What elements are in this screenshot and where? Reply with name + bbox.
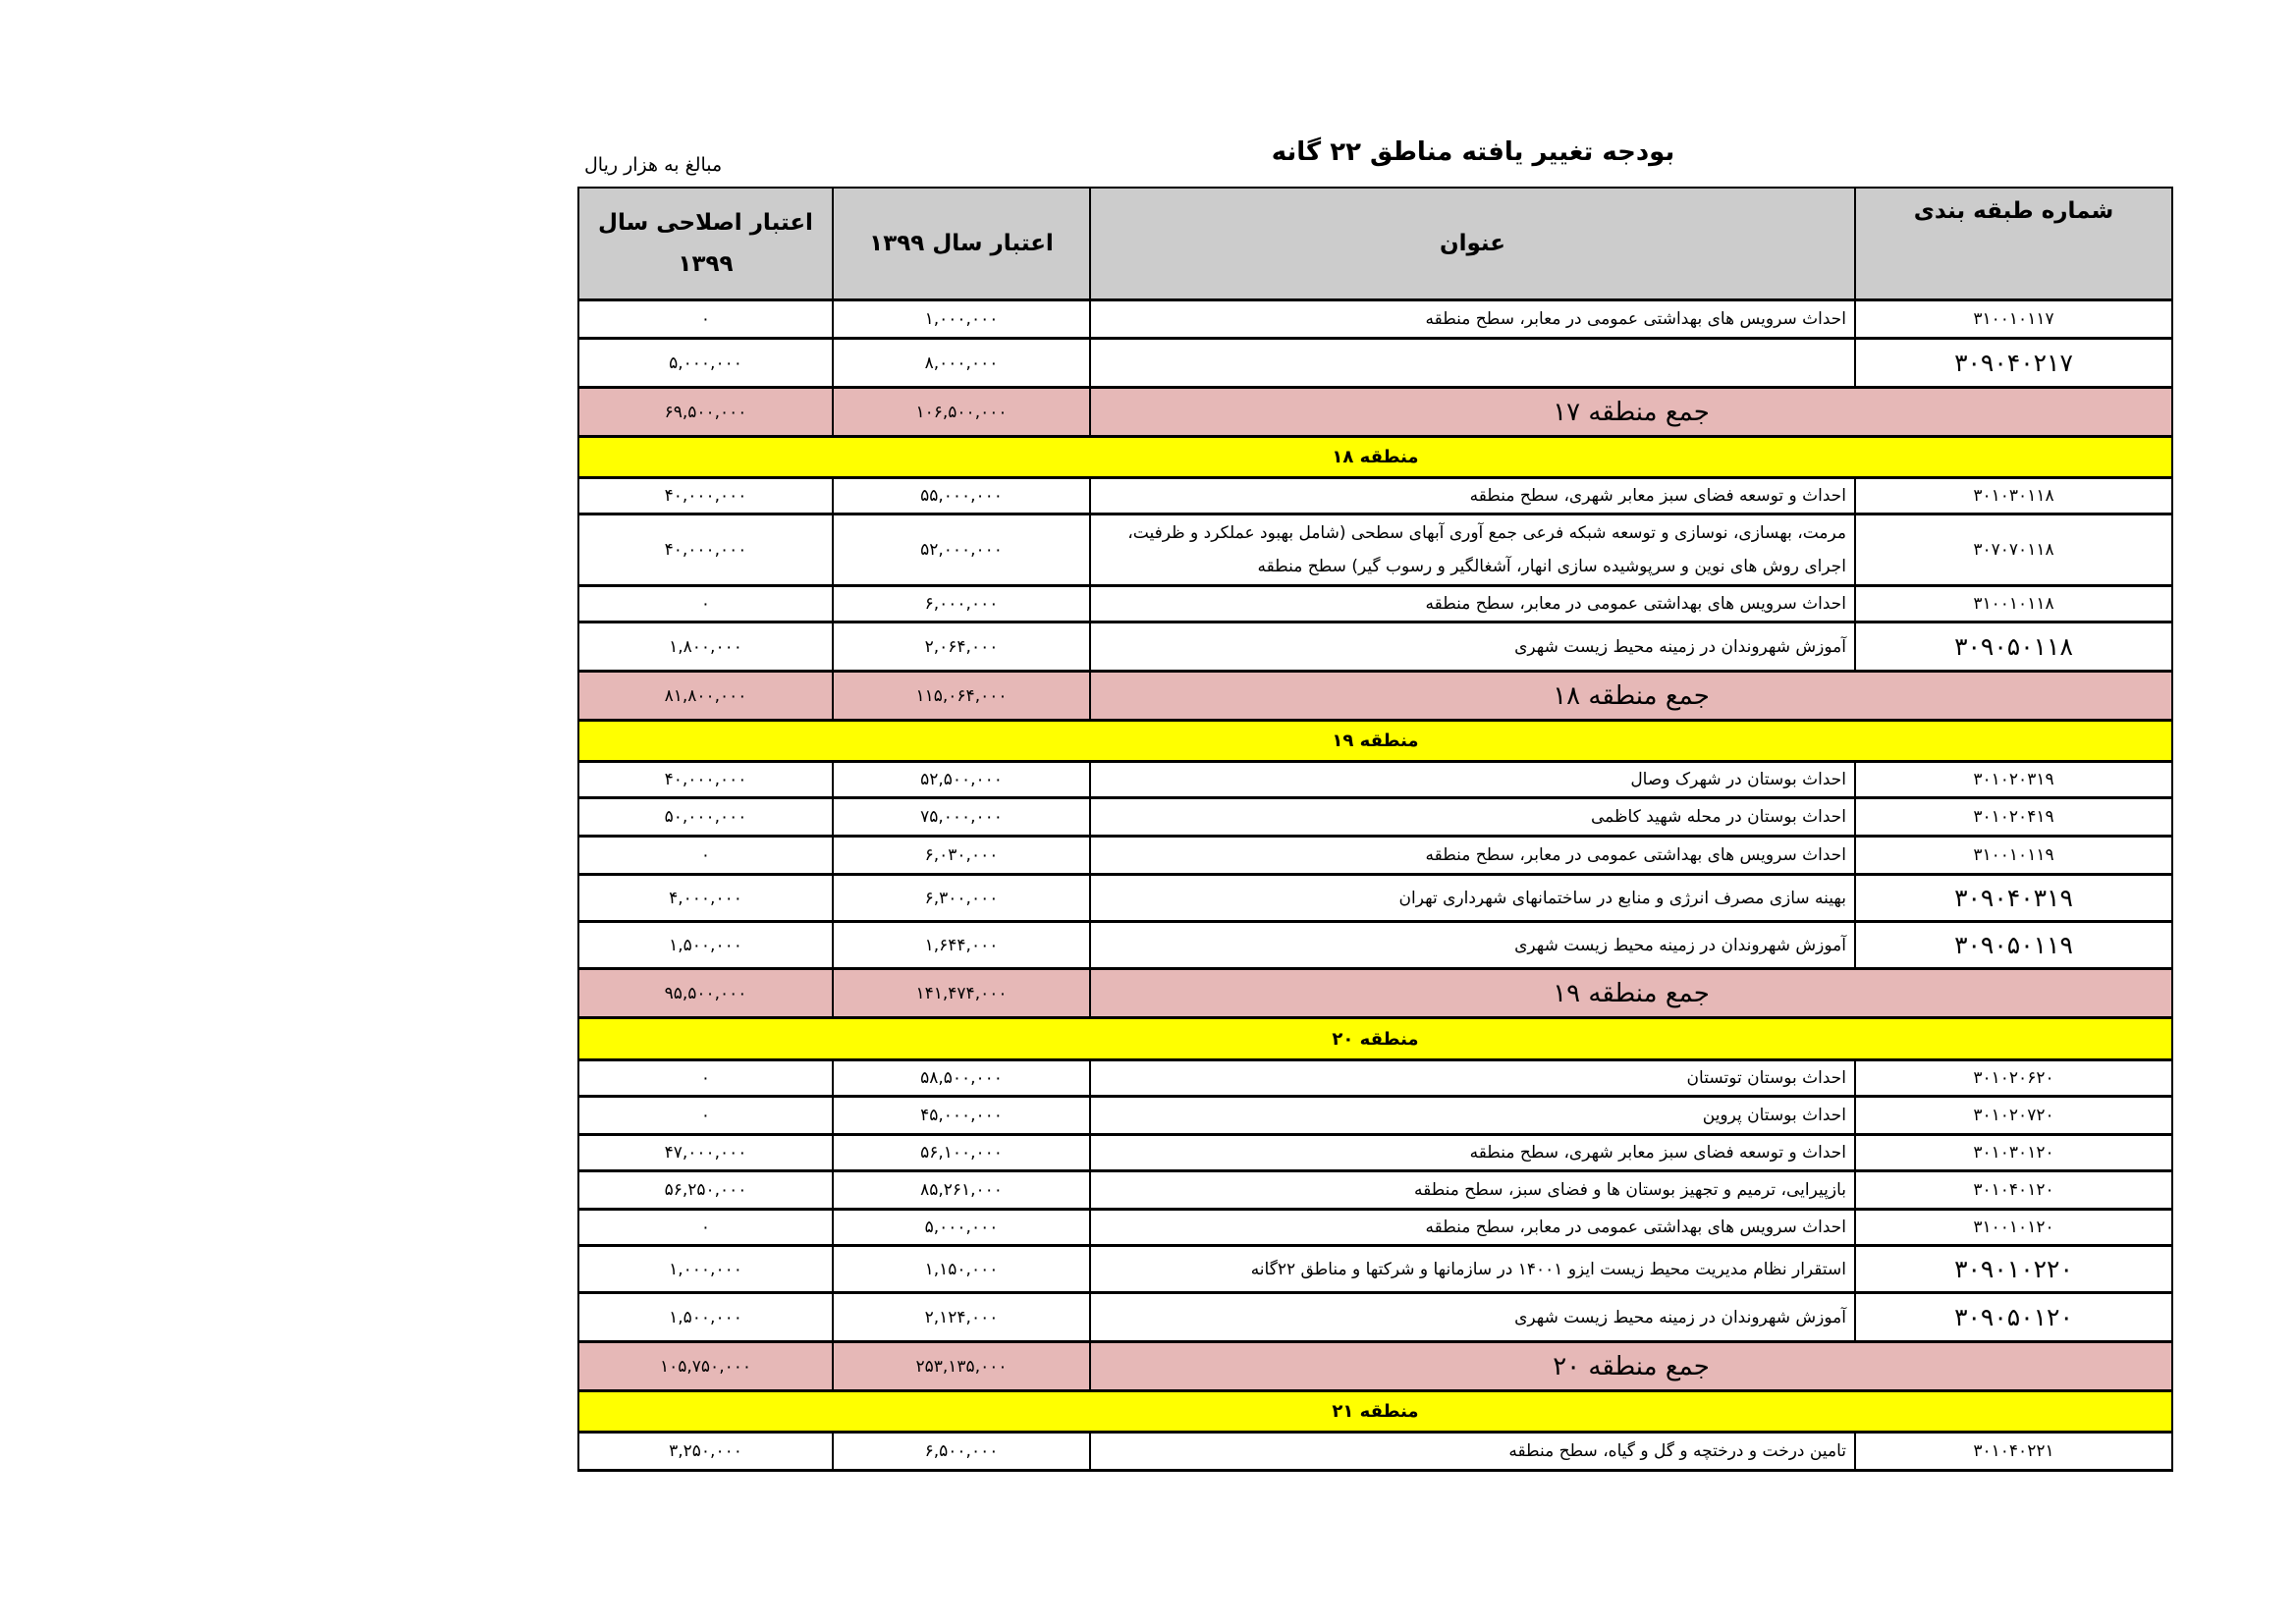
classification-code: ۳۱۰۰۱۰۱۱۸	[1855, 586, 2172, 623]
section-header-row	[578, 1391, 2172, 1433]
total-budget: ۲۵۳,۱۳۵,۰۰۰	[833, 1342, 1090, 1391]
item-title: احداث و توسعه فضای سبز معابر شهری، سطح منطقه	[1090, 478, 1855, 514]
item-title: احداث سرویس های بهداشتی عمومی در معابر، سطح منطقه	[1090, 1210, 1855, 1246]
column-header-budget: اعتبار سال ۱۳۹۹	[833, 188, 1090, 300]
classification-code: ۳۰۹۰۵۰۱۱۸	[1855, 623, 2172, 672]
total-budget: ۱۴۱,۴۷۴,۰۰۰	[833, 969, 1090, 1018]
table-row	[578, 1171, 2172, 1210]
total-label: جمع منطقه ۱۹	[1090, 969, 2172, 1018]
table-header-row	[578, 188, 2172, 300]
table-row	[578, 1060, 2172, 1097]
classification-code: ۳۰۹۰۱۰۲۲۰	[1855, 1246, 2172, 1293]
item-title: آموزش شهروندان در زمینه محیط زیست شهری	[1090, 1293, 1855, 1342]
revised-value: ۵۰,۰۰۰,۰۰۰	[578, 798, 833, 837]
total-label: جمع منطقه ۲۰	[1090, 1342, 2172, 1391]
budget-value: ۲,۱۲۴,۰۰۰	[833, 1293, 1090, 1342]
classification-code: ۳۰۹۰۵۰۱۱۹	[1855, 922, 2172, 969]
column-header-code: شماره طبقه بندی	[1855, 188, 2172, 300]
item-title: آموزش شهروندان در زمینه محیط زیست شهری	[1090, 922, 1855, 969]
section-title: منطقه ۱۸	[578, 437, 2172, 478]
revised-value: ۰	[578, 300, 833, 339]
revised-value: ۴۰,۰۰۰,۰۰۰	[578, 514, 833, 586]
revised-value: ۱,۵۰۰,۰۰۰	[578, 922, 833, 969]
revised-value: ۵۶,۲۵۰,۰۰۰	[578, 1171, 833, 1210]
classification-code: ۳۰۹۰۴۰۳۱۹	[1855, 875, 2172, 922]
classification-code: ۳۰۷۰۷۰۱۱۸	[1855, 514, 2172, 586]
budget-value: ۵۵,۰۰۰,۰۰۰	[833, 478, 1090, 514]
total-row	[578, 969, 2172, 1018]
section-header-row	[578, 721, 2172, 762]
budget-value: ۸,۰۰۰,۰۰۰	[833, 339, 1090, 388]
classification-code: ۳۰۱۰۳۰۱۱۸	[1855, 478, 2172, 514]
unit-note: مبالغ به هزار ریال	[584, 154, 723, 176]
budget-value: ۱,۱۵۰,۰۰۰	[833, 1246, 1090, 1293]
table-row	[578, 623, 2172, 672]
budget-value: ۶,۰۰۰,۰۰۰	[833, 586, 1090, 623]
total-row	[578, 672, 2172, 721]
revised-value: ۴۷,۰۰۰,۰۰۰	[578, 1135, 833, 1171]
revised-value: ۴۰,۰۰۰,۰۰۰	[578, 762, 833, 798]
section-title: منطقه ۱۹	[578, 721, 2172, 762]
budget-value: ۱,۰۰۰,۰۰۰	[833, 300, 1090, 339]
table-row	[578, 1293, 2172, 1342]
revised-value: ۳,۲۵۰,۰۰۰	[578, 1433, 833, 1471]
table-row	[578, 339, 2172, 388]
classification-code: ۳۰۱۰۲۰۷۲۰	[1855, 1097, 2172, 1135]
table-row	[578, 300, 2172, 339]
classification-code: ۳۰۱۰۲۰۶۲۰	[1855, 1060, 2172, 1097]
budget-value: ۵۲,۵۰۰,۰۰۰	[833, 762, 1090, 798]
item-title: احداث بوستان در شهرک وصال	[1090, 762, 1855, 798]
table-row	[578, 1433, 2172, 1471]
item-title: احداث و توسعه فضای سبز معابر شهری، سطح منطقه	[1090, 1135, 1855, 1171]
column-header-revised: اعتبار اصلاحی سال ۱۳۹۹	[578, 188, 833, 300]
revised-value: ۰	[578, 586, 833, 623]
table-row	[578, 762, 2172, 798]
table-row	[578, 1246, 2172, 1293]
total-revised: ۱۰۵,۷۵۰,۰۰۰	[578, 1342, 833, 1391]
table-row	[578, 514, 2172, 586]
item-title: مرمت، بهسازی، نوسازی و توسعه شبکه فرعی جمع آوری آبهای سطحی (شامل بهبود عملکرد و ظرفیت، اجرای روش های نوین و سرپوشیده سازی انهار، آشغالگیر و رسوب گیر) سطح منطقه	[1090, 514, 1855, 586]
item-title: احداث بوستان توتستان	[1090, 1060, 1855, 1097]
budget-value: ۵۲,۰۰۰,۰۰۰	[833, 514, 1090, 586]
budget-value: ۶,۳۰۰,۰۰۰	[833, 875, 1090, 922]
section-header-row	[578, 1018, 2172, 1060]
budget-value: ۱,۶۴۴,۰۰۰	[833, 922, 1090, 969]
revised-value: ۴,۰۰۰,۰۰۰	[578, 875, 833, 922]
budget-table	[577, 187, 2173, 1472]
revised-value: ۱,۸۰۰,۰۰۰	[578, 623, 833, 672]
total-row	[578, 1342, 2172, 1391]
item-title	[1090, 339, 1855, 388]
revised-value: ۰	[578, 1210, 833, 1246]
budget-value: ۵,۰۰۰,۰۰۰	[833, 1210, 1090, 1246]
classification-code: ۳۱۰۰۱۰۱۲۰	[1855, 1210, 2172, 1246]
total-revised: ۹۵,۵۰۰,۰۰۰	[578, 969, 833, 1018]
total-revised: ۶۹,۵۰۰,۰۰۰	[578, 388, 833, 437]
section-title: منطقه ۲۰	[578, 1018, 2172, 1060]
budget-value: ۷۵,۰۰۰,۰۰۰	[833, 798, 1090, 837]
table-row	[578, 837, 2172, 875]
total-budget: ۱۱۵,۰۶۴,۰۰۰	[833, 672, 1090, 721]
table-row	[578, 586, 2172, 623]
item-title: بهینه سازی مصرف انرژی و منابع در ساختمانهای شهرداری تهران	[1090, 875, 1855, 922]
budget-value: ۶,۵۰۰,۰۰۰	[833, 1433, 1090, 1471]
table-row	[578, 478, 2172, 514]
budget-value: ۲,۰۶۴,۰۰۰	[833, 623, 1090, 672]
document-title: بودجه تغییر یافته مناطق ۲۲ گانه	[1271, 137, 1675, 167]
total-label: جمع منطقه ۱۸	[1090, 672, 2172, 721]
revised-value: ۱,۵۰۰,۰۰۰	[578, 1293, 833, 1342]
budget-value: ۵۸,۵۰۰,۰۰۰	[833, 1060, 1090, 1097]
budget-value: ۵۶,۱۰۰,۰۰۰	[833, 1135, 1090, 1171]
classification-code: ۳۱۰۰۱۰۱۱۹	[1855, 837, 2172, 875]
column-header-title: عنوان	[1090, 188, 1855, 300]
classification-code: ۳۰۱۰۴۰۲۲۱	[1855, 1433, 2172, 1471]
item-title: بازپیرایی، ترمیم و تجهیز بوستان ها و فضای سبز، سطح منطقه	[1090, 1171, 1855, 1210]
budget-value: ۴۵,۰۰۰,۰۰۰	[833, 1097, 1090, 1135]
classification-code: ۳۰۹۰۴۰۲۱۷	[1855, 339, 2172, 388]
budget-value: ۶,۰۳۰,۰۰۰	[833, 837, 1090, 875]
revised-value: ۵,۰۰۰,۰۰۰	[578, 339, 833, 388]
section-header-row	[578, 437, 2172, 478]
table-row	[578, 1097, 2172, 1135]
total-revised: ۸۱,۸۰۰,۰۰۰	[578, 672, 833, 721]
item-title: آموزش شهروندان در زمینه محیط زیست شهری	[1090, 623, 1855, 672]
classification-code: ۳۰۱۰۲۰۳۱۹	[1855, 762, 2172, 798]
item-title: احداث بوستان پروین	[1090, 1097, 1855, 1135]
section-title: منطقه ۲۱	[578, 1391, 2172, 1433]
item-title: احداث بوستان در محله شهید کاظمی	[1090, 798, 1855, 837]
classification-code: ۳۰۹۰۵۰۱۲۰	[1855, 1293, 2172, 1342]
revised-value: ۴۰,۰۰۰,۰۰۰	[578, 478, 833, 514]
item-title: احداث سرویس های بهداشتی عمومی در معابر، سطح منطقه	[1090, 586, 1855, 623]
total-row	[578, 388, 2172, 437]
table-row	[578, 1135, 2172, 1171]
classification-code: ۳۰۱۰۴۰۱۲۰	[1855, 1171, 2172, 1210]
item-title: تامین درخت و درختچه و گل و گیاه، سطح منطقه	[1090, 1433, 1855, 1471]
table-row	[578, 875, 2172, 922]
classification-code: ۳۰۱۰۲۰۴۱۹	[1855, 798, 2172, 837]
item-title: استقرار نظام مدیریت محیط زیست ایزو ۱۴۰۰۱ در سازمانها و شرکتها و مناطق ۲۲گانه	[1090, 1246, 1855, 1293]
revised-value: ۱,۰۰۰,۰۰۰	[578, 1246, 833, 1293]
budget-value: ۸۵,۲۶۱,۰۰۰	[833, 1171, 1090, 1210]
total-budget: ۱۰۶,۵۰۰,۰۰۰	[833, 388, 1090, 437]
classification-code: ۳۰۱۰۳۰۱۲۰	[1855, 1135, 2172, 1171]
table-row	[578, 1210, 2172, 1246]
item-title: احداث سرویس های بهداشتی عمومی در معابر، سطح منطقه	[1090, 837, 1855, 875]
table-row	[578, 922, 2172, 969]
revised-value: ۰	[578, 1060, 833, 1097]
classification-code: ۳۱۰۰۱۰۱۱۷	[1855, 300, 2172, 339]
revised-value: ۰	[578, 837, 833, 875]
table-row	[578, 798, 2172, 837]
total-label: جمع منطقه ۱۷	[1090, 388, 2172, 437]
revised-value: ۰	[578, 1097, 833, 1135]
item-title: احداث سرویس های بهداشتی عمومی در معابر، سطح منطقه	[1090, 300, 1855, 339]
